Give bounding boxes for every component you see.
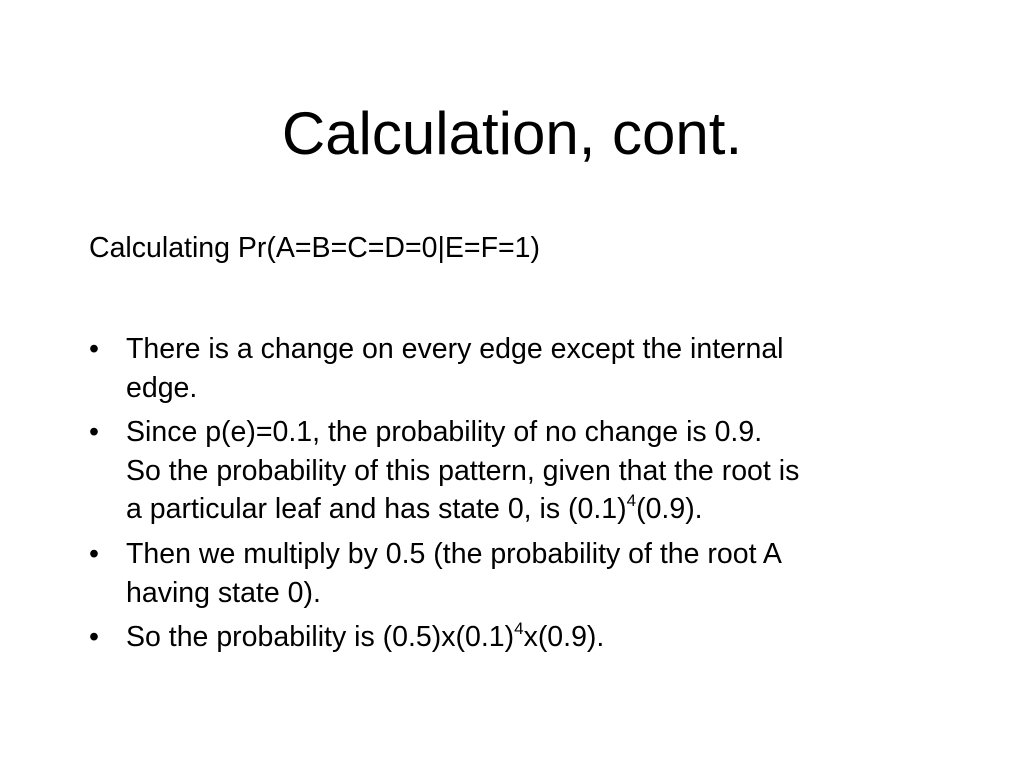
- bullet-4-line-1-text: So the probability is (0.5)x(0.1): [126, 621, 515, 654]
- bullet-marker: •: [89, 621, 99, 654]
- slide-title: Calculation, cont.: [281, 100, 743, 167]
- bullet-marker: •: [89, 333, 99, 365]
- bullet-2-line-3-text: a particular leaf and has state 0, is (0.1): [126, 493, 627, 526]
- bullet-2-line-3-tail: (0.9).: [636, 493, 703, 526]
- bullet-marker: •: [89, 416, 99, 449]
- bullet-item-2: [89, 413, 949, 529]
- bullet-item-4: [89, 618, 949, 657]
- bullet-4-line-1-tail: x(0.9).: [523, 621, 605, 654]
- bullet-2-line-1: Since p(e)=0.1, the probability of no change is 0.9.: [126, 416, 763, 449]
- bullet-1-line-2: edge.: [126, 371, 198, 404]
- bullet-3-line-2: having state 0).: [126, 576, 321, 609]
- bullet-marker: •: [89, 537, 99, 570]
- bullet-1-line-1: There is a change on every edge except the internal: [126, 333, 784, 365]
- bullet-item-1: [89, 330, 949, 407]
- slide-subtitle: Calculating Pr(A=B=C=D=0|E=F=1): [89, 232, 540, 264]
- exponent: 4: [626, 490, 637, 510]
- bullet-item-3: [89, 535, 949, 612]
- bullet-3-line-1: Then we multiply by 0.5 (the probability of the root A: [126, 537, 782, 570]
- bullet-4-line-1: [126, 618, 949, 657]
- bullet-list: [89, 330, 949, 663]
- bullet-2-line-3: [126, 490, 949, 529]
- exponent: 4: [514, 618, 524, 638]
- bullet-2-line-2: So the probability of this pattern, given that the root is: [126, 454, 800, 487]
